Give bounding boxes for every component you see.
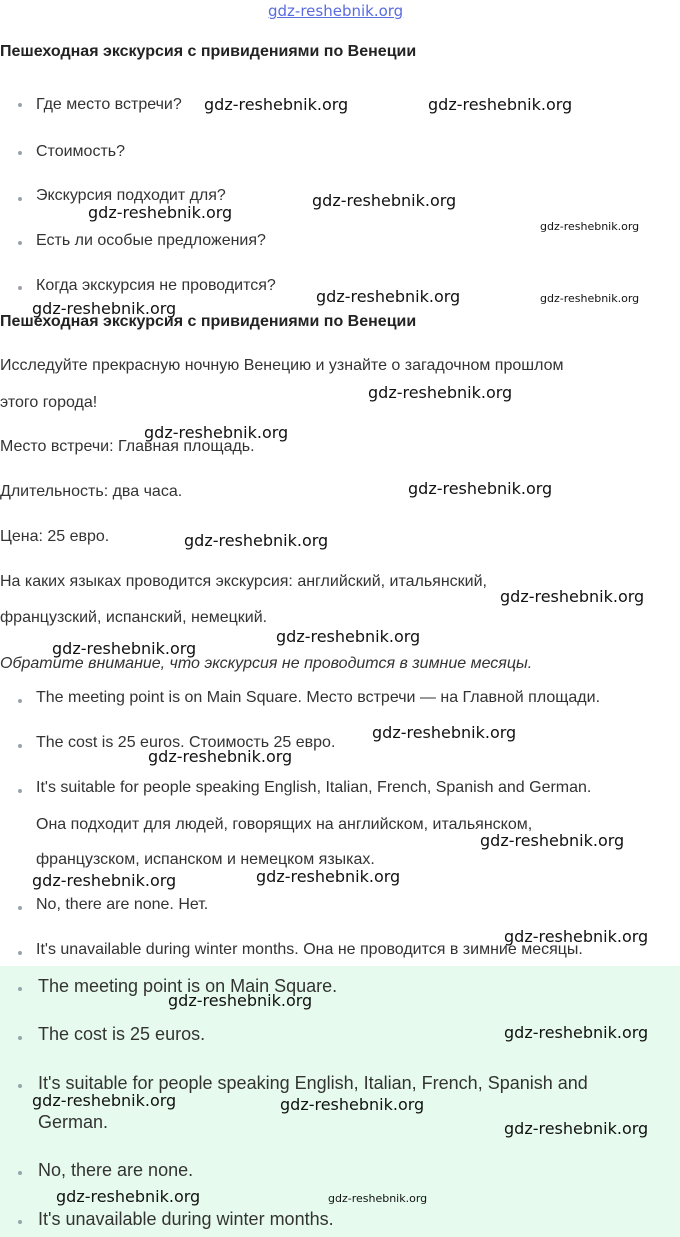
answer-item: The meeting point is on Main Square. (38, 976, 338, 996)
ad-languages-line: французский, испанский, немецкий. (0, 609, 268, 626)
answer-item-cont: German. (38, 1112, 109, 1132)
watermark-text: gdz-reshebnik.org (256, 867, 401, 886)
bullet-icon (18, 103, 22, 107)
answer-item: The cost is 25 euros. Стоимость 25 евро. (36, 734, 336, 751)
answer-item: The meeting point is on Main Square. Место встречи — на Главной площади. (36, 689, 601, 706)
header-watermark: gdz-reshebnik.org (268, 2, 404, 20)
bullet-icon (18, 151, 22, 155)
ad-price: Цена: 25 евро. (0, 528, 110, 545)
watermark-text: gdz-reshebnik.org (328, 1192, 428, 1205)
bullet-icon (18, 197, 22, 201)
watermark-text: gdz-reshebnik.org (184, 531, 329, 550)
answer-item: No, there are none. (38, 1160, 194, 1180)
bullet-icon (18, 951, 22, 955)
ad-note: Обратите внимание, что экскурсия не проводится в зимние месяцы. (0, 655, 533, 672)
watermark-text: gdz-reshebnik.org (540, 292, 640, 305)
page-title: Пешеходная экскурсия с привидениями по Венеции (0, 43, 417, 60)
watermark-text: gdz-reshebnik.org (504, 1023, 649, 1042)
question-item: Когда экскурсия не проводится? (36, 277, 276, 294)
answer-item: The cost is 25 euros. (38, 1024, 206, 1044)
ad-intro-line: этого города! (0, 394, 98, 411)
bullet-icon (18, 906, 22, 910)
watermark-text: gdz-reshebnik.org (204, 95, 349, 114)
bullet-icon (18, 987, 22, 991)
watermark-text: gdz-reshebnik.org (480, 831, 625, 850)
bullet-icon (18, 699, 22, 703)
watermark-text: gdz-reshebnik.org (372, 723, 517, 742)
answer-item: It's unavailable during winter months. (38, 1209, 334, 1229)
ad-meeting: Место встречи: Главная площадь. (0, 438, 255, 455)
watermark-text: gdz-reshebnik.org (500, 587, 645, 606)
watermark-text: gdz-reshebnik.org (32, 871, 177, 890)
watermark-text: gdz-reshebnik.org (280, 1095, 425, 1114)
watermark-text: gdz-reshebnik.org (276, 627, 421, 646)
watermark-text: gdz-reshebnik.org (504, 927, 649, 946)
ad-duration: Длительность: два часа. (0, 483, 183, 500)
bullet-icon (18, 1171, 22, 1175)
bullet-icon (18, 1220, 22, 1224)
watermark-text: gdz-reshebnik.org (428, 95, 573, 114)
watermark-text: gdz-reshebnik.org (408, 479, 553, 498)
bullet-icon (18, 789, 22, 793)
watermark-text: gdz-reshebnik.org (316, 287, 461, 306)
watermark-text: gdz-reshebnik.org (56, 1187, 201, 1206)
watermark-text: gdz-reshebnik.org (52, 639, 197, 658)
ad-title: Пешеходная экскурсия с привидениями по Венеции (0, 313, 417, 330)
answer-item-cont: Она подходит для людей, говорящих на английском, итальянском, (36, 816, 533, 833)
bullet-icon (18, 744, 22, 748)
answer-item-cont: французском, испанском и немецком языках. (36, 851, 375, 868)
bullet-icon (18, 1036, 22, 1040)
watermark-text: gdz-reshebnik.org (148, 747, 293, 766)
watermark-text: gdz-reshebnik.org (504, 1119, 649, 1138)
watermark-text: gdz-reshebnik.org (32, 299, 177, 318)
question-item: Экскурсия подходит для? (36, 187, 226, 204)
watermark-text: gdz-reshebnik.org (540, 220, 640, 233)
bullet-icon (18, 241, 22, 245)
question-item: Где место встречи? (36, 96, 182, 113)
watermark-text: gdz-reshebnik.org (312, 191, 457, 210)
bullet-icon (18, 286, 22, 290)
answer-item: It's suitable for people speaking English, Italian, French, Spanish and German. (36, 779, 592, 796)
bullet-icon (18, 1084, 22, 1088)
answer-item: It's unavailable during winter months. Она не проводится в зимние месяцы. (36, 941, 583, 958)
ad-intro-line: Исследуйте прекрасную ночную Венецию и узнайте о загадочном прошлом (0, 357, 564, 374)
question-item: Стоимость? (36, 143, 125, 160)
watermark-text: gdz-reshebnik.org (88, 203, 233, 222)
answer-item: No, there are none. Нет. (36, 896, 209, 913)
watermark-text: gdz-reshebnik.org (144, 423, 289, 442)
watermark-text: gdz-reshebnik.org (32, 1091, 177, 1110)
watermark-text: gdz-reshebnik.org (168, 991, 313, 1010)
question-item: Есть ли особые предложения? (36, 232, 266, 249)
watermark-text: gdz-reshebnik.org (368, 383, 513, 402)
ad-languages-line: На каких языках проводится экскурсия: английский, итальянский, (0, 573, 487, 590)
answer-item: It's suitable for people speaking English, Italian, French, Spanish and (38, 1073, 588, 1093)
